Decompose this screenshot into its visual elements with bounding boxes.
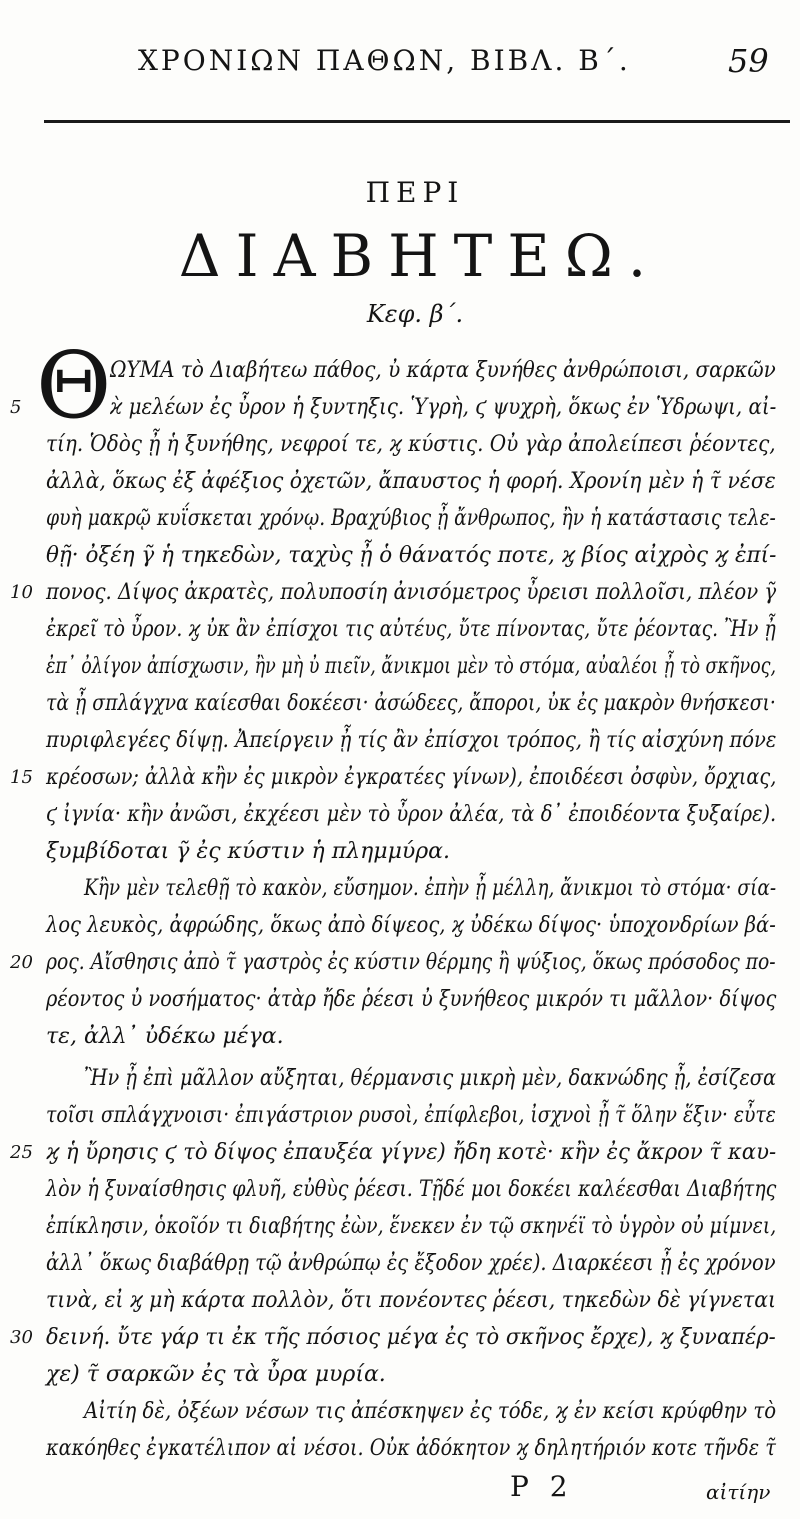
line-number: 20	[10, 952, 33, 973]
section-heading-peri: ΠΕΡΙ	[365, 176, 465, 209]
catchword: αἰτίην	[706, 1480, 771, 1504]
line-number: 5	[10, 397, 22, 418]
text-line: ρέοντος ὐ νοσήματος· ἀτὰρ ἤδε ῥέεσι ὐ ξυνήθεος μικρόν τι μᾶλλον· δίψος	[46, 987, 777, 1012]
text-line: θῇ· ὀξέη γ̃ ἡ τηκεδὼν, ταχὺς ᾖ ὁ θάνατός ποτε, ϗ βίος αἰχρὸς ϗ ἐπί-	[46, 543, 777, 568]
text-line: κρέοσων; ἀλλὰ κἢν ἐς μικρὸν ἐγκρατέες γίνων), ἐποιδέεσι ὀσφὺν, ὄρχιας,	[46, 765, 777, 790]
text-line: ἐπίκλησιν, ὁκοῖόν τι διαβήτης ἐὼν, ἕνεκεν ἐν τῷ σκηνέϊ τὸ ὑγρὸν οὐ μίμνει,	[46, 1214, 777, 1239]
text-line: ἐπ᾽ ὀλίγον ἀπίσχωσιν, ἢν μὴ ὐ πιεῖν, ἄνικμοι μὲν τὸ στόμα, αὐαλέοι ᾖ τὸ σκῆνος,	[46, 654, 777, 679]
text-line: ρος. Αἴσθησις ἀπὸ τ̃ γαστρὸς ἐς κύστιν θέρμης ἢ ψύξιος, ὅκως πρόσοδος πο-	[46, 950, 776, 975]
text-line: ΩΥΜΑ τὸ Διαβήτεω πάθος, ὐ κάρτα ξυνήθες ἀνθρώποισι, σαρκῶν	[110, 358, 776, 383]
text-line: ἐκρεῖ τὸ ὖρον. ϗ ὐκ ἂν ἐπίσχοι τις αὐτέυς, ὔτε πίνοντας, ὔτε ῥέοντας. Ἢν ᾖ	[46, 617, 776, 642]
text-line: ἀλλὰ, ὅκως ἐξ ἀφέξιος ὀχετῶν, ἄπαυστος ἡ φορή. Χρονίη μὲν ἡ τ̃ νέσε	[46, 469, 776, 494]
line-number: 30	[10, 1327, 33, 1348]
printer-signature: P 2	[510, 1470, 574, 1503]
text-line: ϛ ἰγνία· κἢν ἀνῶσι, ἐκχέεσι μὲν τὸ ὖρον ἀλέα, τὰ δ᾽ ἐποιδέοντα ξυξαίρε).	[46, 802, 777, 827]
text-line: ἀλλ᾽ ὅκως διαβάθρῃ τῷ ἀνθρώπῳ ἐς ἔξοδον χρέε). Διαρκέεσι ᾖ ἐς χρόνον	[46, 1251, 776, 1276]
text-line: κακόηθες ἐγκατέλιπον αἱ νέσοι. Οὐκ ἀδόκητον ϗ δηλητήριόν κοτε τῆνδε τ̃	[46, 1436, 776, 1461]
header-rule	[44, 120, 790, 123]
running-head	[0, 42, 800, 86]
section-title: ΔΙΑΒΗΤΕΩ.	[178, 222, 662, 290]
text-line: τινὰ, εἰ ϗ μὴ κάρτα πολλὸν, ὅτι πονέοντες ῥέεσι, τηκεδὼν δὲ γίγνεται	[46, 1288, 776, 1313]
text-line: λος λευκὸς, ἀφρώδης, ὅκως ἀπὸ δίψεος, ϗ ὐδέκω δίψος· ὑποχονδρίων βά-	[46, 913, 776, 938]
text-line: δεινή. ὔτε γάρ τι ἐκ τῆς πόσιος μέγα ἐς τὸ σκῆνος ἔρχε), ϗ ξυναπέρ-	[46, 1325, 776, 1350]
text-line: τοῖσι σπλάγχνοισι· ἐπιγάστριον ρυσοὶ, ἐπίφλεβοι, ἰσχνοὶ ᾖ τ̃ ὅλην ἕξιν· εὖτε	[46, 1103, 776, 1128]
text-line: Κἢν μὲν τελεθῇ τὸ κακὸν, εὔσημον. ἐπὴν ᾖ μέλλη, ἄνικμοι τὸ στόμα· σία-	[84, 876, 777, 901]
text-line: χε) τ̃ σαρκῶν ἐς τὰ ὖρα μυρία.	[46, 1362, 386, 1387]
text-line: πυριφλεγέες δίψῃ. Ἀπείργειν ᾖ τίς ἂν ἐπίσχοι τρόπος, ἢ τίς αἰσχύνη πόνε	[46, 728, 777, 753]
page-number: 59	[728, 42, 769, 80]
running-head-title: ΧΡΟΝΙΩΝ ΠΑΘΩΝ, ΒΙΒΛ. Β΄.	[138, 44, 631, 77]
text-line: λὸν ἡ ξυναίσθησις φλυῆ, εὐθὺς ῥέεσι. Τῇδέ μοι δοκέει καλέεσθαι Διαβήτης	[46, 1177, 777, 1202]
text-line: ξυμβίδοται γ̃ ἐς κύστιν ἡ πλημμύρα.	[46, 839, 451, 864]
text-line: Ἢν ᾖ ἐπὶ μᾶλλον αὔξηται, θέρμανσις μικρὴ μὲν, δακνώδης ᾖ, ἐσίζεσα	[84, 1066, 777, 1091]
text-line: ϰ̀ μελέων ἐς ὖρον ἡ ξυντηξις. Ὑγρὴ, ϛ ψυχρὴ, ὅκως ἐν Ὑδρωψι, αἰ-	[110, 395, 777, 420]
line-number: 25	[10, 1142, 33, 1163]
text-line: τίη. Ὁδὸς ᾖ ἡ ξυνήθης, νεφροί τε, ϗ κύστις. Οὐ γὰρ ἀπολείπεσι ῥέοντες,	[46, 432, 776, 457]
text-line: ϗ ἡ ὔρησις ϛ τὸ δίψος ἐπαυξέα γίγνε) ἤδη κοτὲ· κἢν ἐς ἄκρον τ̃ καυ-	[46, 1140, 777, 1165]
text-line: τὰ ᾖ σπλάγχνα καίεσθαι δοκέεσι· ἀσώδεες, ἄποροι, ὐκ ἐς μακρὸν θνήσκεσι·	[46, 691, 776, 716]
chapter-heading: Κεφ. β΄.	[366, 300, 464, 328]
text-line: φυὴ μακρῷ κυΐσκεται χρόνῳ. Βραχύβιος ᾖ ἄνθρωπος, ἢν ἡ κατάστασις τελε-	[46, 506, 776, 531]
drop-cap: Θ	[36, 332, 112, 439]
text-line: Αἰτίη δὲ, ὀξέων νέσων τις ἀπέσκηψεν ἐς τόδε, ϗ ἐν κείσι κρύφθην τὸ	[84, 1399, 777, 1424]
line-number: 10	[10, 582, 33, 603]
text-line: τε, ἀλλ᾽ ὐδέκω μέγα.	[46, 1024, 284, 1049]
line-number: 15	[10, 767, 33, 788]
text-line: πονος. Δίψος ἀκρατὲς, πολυποσίη ἀνισόμετρος ὖρεισι πολλοῖσι, πλέον γ̃	[46, 580, 777, 605]
